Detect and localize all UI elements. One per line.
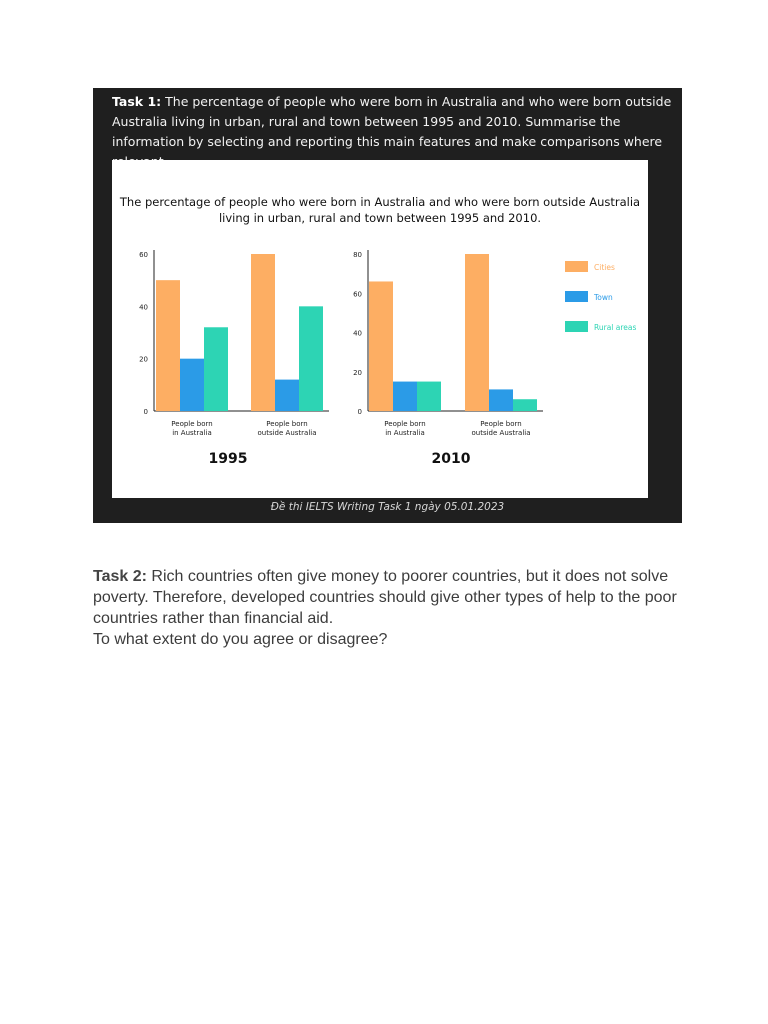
chart-card [112,160,648,498]
legend-label-cities: Cities [594,263,615,272]
category-label: outside Australia [257,429,317,437]
panel-label-2010: 2010 [431,451,471,467]
image-caption: Đề thi IELTS Writing Task 1 ngày 05.01.2023 [270,501,505,513]
task2-block [93,566,683,650]
category-label: People born [266,420,308,428]
y-tick-label: 40 [139,303,148,312]
y-tick-label: 20 [139,355,148,364]
bar-cities [369,281,393,411]
task2-paragraph [93,566,683,629]
bar-cities [156,280,180,411]
category-label: outside Australia [471,429,531,437]
bar-cities [251,254,275,411]
bar-town [489,389,513,411]
bar-rural-areas [513,399,537,411]
panel-label-1995: 1995 [208,451,248,467]
legend-label-town: Town [594,293,613,302]
chart-svg [112,160,648,498]
category-label: in Australia [385,429,425,437]
category-label: People born [171,420,213,428]
task2-label: Task 2: [93,568,147,585]
bar-town [180,359,204,411]
y-tick-label: 0 [357,408,362,416]
legend-swatch-town [565,291,588,302]
bar-town [275,380,299,411]
task2-body: Rich countries often give money to poorer countries, but it does not solve poverty. Therefore, developed countries should give other types of help to the poor countries rather than financial aid. [93,568,677,627]
bar-rural-areas [417,382,441,411]
task2-question: To what extent do you agree or disagree? [93,631,388,648]
y-tick-label: 0 [143,408,148,416]
y-tick-label: 20 [353,368,362,377]
task1-panel [93,88,682,523]
y-tick-label: 60 [353,290,362,299]
legend-label-rural-areas: Rural areas [594,323,637,332]
legend-swatch-rural-areas [565,321,588,332]
bar-rural-areas [204,327,228,411]
bar-rural-areas [299,306,323,411]
chart-title-line1: The percentage of people who were born in Australia and who were born outside Australia [119,195,641,209]
task1-body: The percentage of people who were born in Australia and who were born outside Australia living in urban, rural and town between 1995 and 2010. Summarise the information by selecting and reporting this main features and make comparisons where [112,94,672,149]
category-label: People born [480,420,522,428]
bar-cities [465,254,489,411]
chart-title-line2: living in urban, rural and town between 1995 and 2010. [218,211,542,225]
y-tick-label: 60 [139,251,148,259]
task1-label: Task 1: [112,94,162,109]
category-label: People born [384,420,426,428]
category-label: in Australia [172,429,212,437]
legend-swatch-cities [565,261,588,272]
y-tick-label: 80 [353,251,362,259]
plot-layer [139,250,636,467]
y-tick-label: 40 [353,329,362,338]
bar-town [393,382,417,411]
